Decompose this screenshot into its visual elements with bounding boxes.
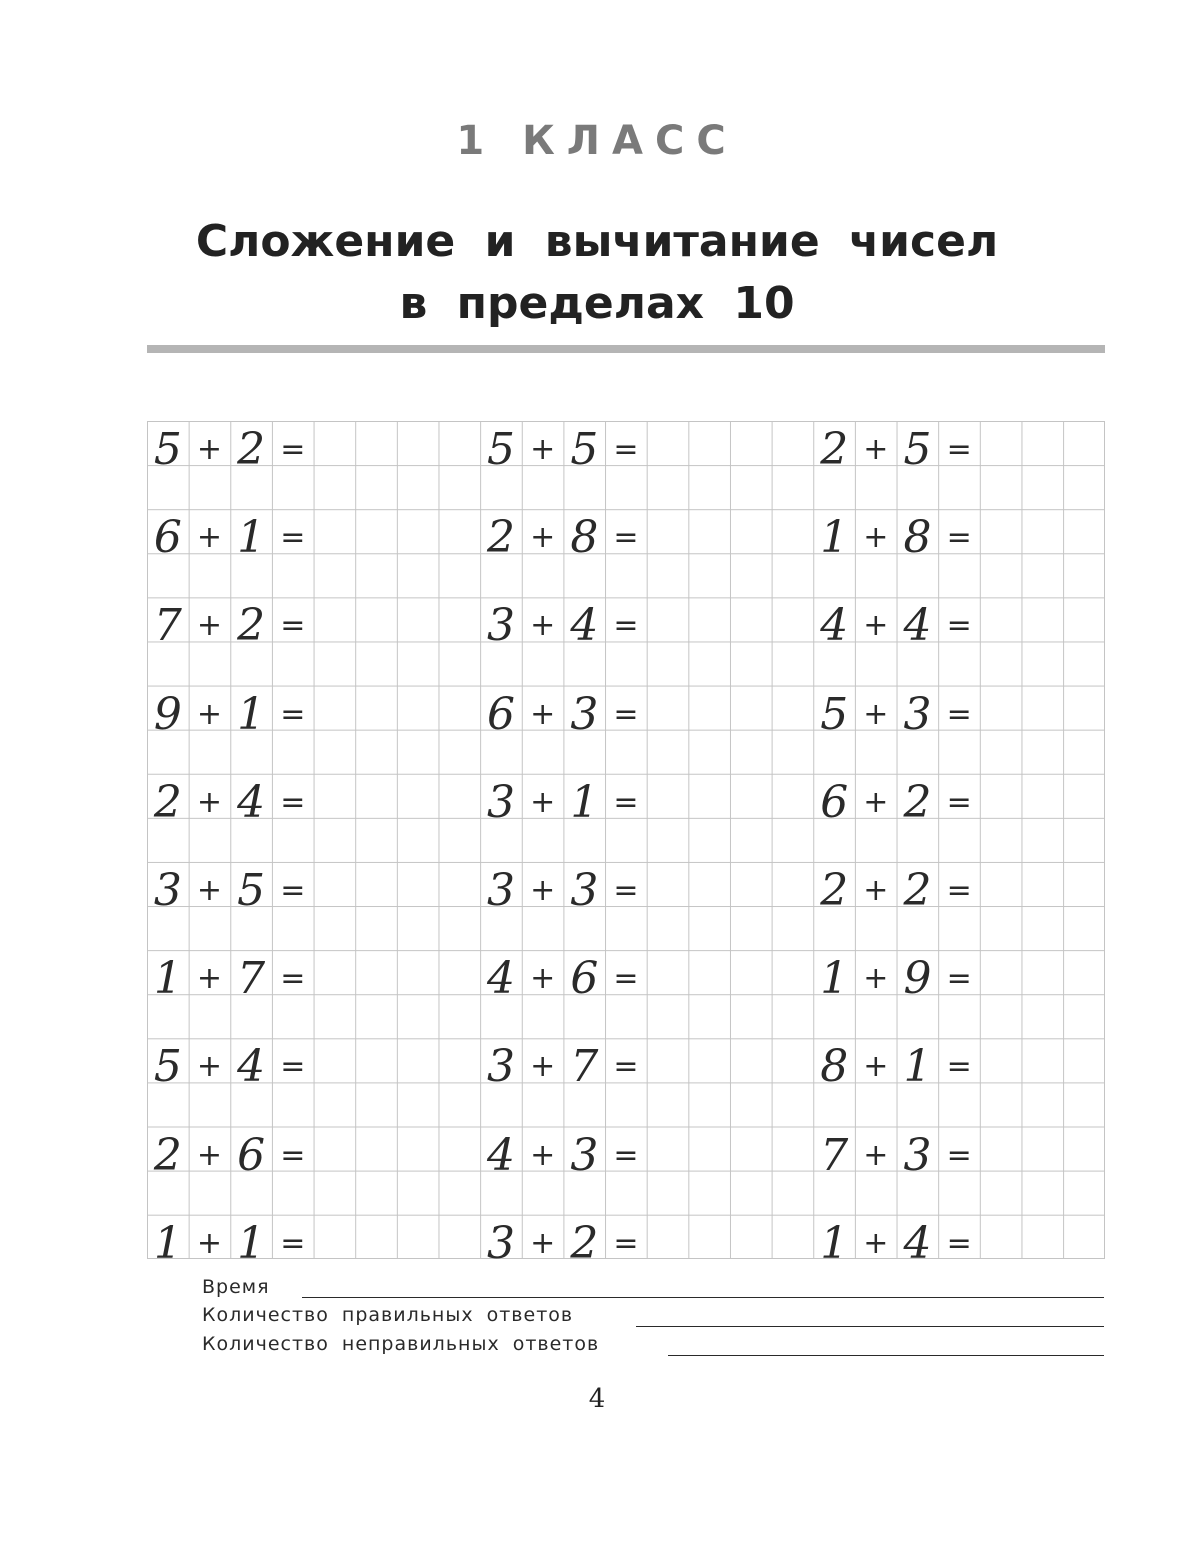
- equals-sign: =: [280, 784, 306, 820]
- worksheet-title-line-1: Сложение и вычитание чисел: [195, 216, 999, 267]
- plus-sign: +: [196, 1137, 223, 1173]
- incorrect-answers-line[interactable]: [668, 1355, 1104, 1356]
- answer-cell[interactable]: [314, 686, 356, 730]
- plus-sign: +: [863, 873, 889, 908]
- equals-sign: =: [613, 784, 639, 820]
- second-addend: 2: [237, 424, 266, 475]
- second-addend: 8: [903, 512, 932, 564]
- second-addend: 7: [237, 953, 266, 1005]
- first-addend: 6: [820, 776, 849, 828]
- first-addend: 2: [153, 1129, 182, 1181]
- first-addend: 4: [487, 953, 515, 1005]
- answer-cell[interactable]: [314, 1038, 356, 1082]
- first-addend: 1: [153, 953, 182, 1005]
- first-addend: 3: [487, 865, 515, 916]
- first-addend: 9: [153, 688, 182, 740]
- plus-sign: +: [196, 873, 223, 908]
- equals-sign: =: [946, 432, 972, 467]
- plus-sign: +: [530, 1049, 556, 1085]
- correct-answers-label: Количество правильных ответов: [202, 1304, 574, 1326]
- first-addend: 1: [820, 1217, 849, 1269]
- second-addend: 1: [570, 776, 599, 828]
- second-addend: 4: [570, 600, 599, 652]
- plus-sign: +: [530, 608, 556, 644]
- answer-cell[interactable]: [647, 509, 689, 553]
- equals-sign: =: [280, 961, 306, 997]
- time-answer-line[interactable]: [302, 1297, 1104, 1298]
- second-addend: 6: [237, 1129, 266, 1181]
- equals-sign: =: [280, 1225, 306, 1261]
- answer-cell[interactable]: [980, 1038, 1022, 1082]
- first-addend: 3: [487, 776, 515, 828]
- plus-sign: +: [863, 1049, 889, 1085]
- equals-sign: =: [280, 608, 306, 644]
- second-addend: 1: [237, 688, 266, 740]
- answer-cell[interactable]: [647, 862, 689, 906]
- answer-cell[interactable]: [314, 774, 356, 818]
- equals-sign: =: [613, 520, 639, 556]
- plus-sign: +: [530, 784, 556, 820]
- plus-sign: +: [863, 784, 889, 820]
- first-addend: 5: [487, 424, 515, 475]
- equals-sign: =: [613, 961, 639, 997]
- second-addend: 3: [903, 1129, 932, 1181]
- answer-cell[interactable]: [647, 421, 689, 465]
- plus-sign: +: [196, 1225, 223, 1261]
- plus-sign: +: [196, 961, 223, 997]
- plus-sign: +: [530, 520, 556, 556]
- second-addend: 4: [237, 776, 266, 828]
- second-addend: 6: [570, 953, 599, 1005]
- equals-sign: =: [613, 873, 639, 908]
- second-addend: 3: [903, 688, 932, 740]
- second-addend: 1: [237, 512, 266, 564]
- grade-heading: 1 КЛАСС: [456, 118, 738, 164]
- equals-sign: =: [280, 1137, 306, 1173]
- second-addend: 8: [570, 512, 599, 564]
- plus-sign: +: [196, 432, 223, 467]
- answer-cell[interactable]: [647, 950, 689, 994]
- first-addend: 6: [153, 512, 182, 564]
- equals-sign: =: [946, 873, 972, 908]
- second-addend: 2: [903, 865, 932, 916]
- answer-cell[interactable]: [314, 862, 356, 906]
- first-addend: 2: [487, 512, 515, 564]
- equals-sign: =: [613, 1137, 639, 1173]
- equals-sign: =: [946, 1049, 972, 1085]
- equals-sign: =: [613, 1049, 639, 1085]
- plus-sign: +: [530, 1225, 556, 1261]
- first-addend: 1: [820, 512, 849, 564]
- answer-cell[interactable]: [314, 950, 356, 994]
- plus-sign: +: [196, 1049, 223, 1085]
- answer-cell[interactable]: [980, 421, 1022, 465]
- header-divider: [147, 345, 1105, 353]
- incorrect-answers-label: Количество неправильных ответов: [202, 1333, 600, 1355]
- answer-cell[interactable]: [980, 1127, 1022, 1171]
- plus-sign: +: [863, 520, 889, 556]
- answer-cell[interactable]: [314, 1215, 356, 1259]
- plus-sign: +: [863, 696, 889, 732]
- equals-sign: =: [613, 432, 639, 467]
- plus-sign: +: [196, 608, 223, 644]
- second-addend: 1: [903, 1041, 932, 1093]
- page-number: 4: [588, 1384, 606, 1414]
- first-addend: 4: [487, 1129, 515, 1181]
- first-addend: 8: [820, 1041, 849, 1093]
- answer-cell[interactable]: [980, 597, 1022, 641]
- answer-cell[interactable]: [647, 1215, 689, 1259]
- plus-sign: +: [863, 432, 889, 467]
- answer-cell[interactable]: [647, 1127, 689, 1171]
- second-addend: 3: [570, 1129, 599, 1181]
- equals-sign: =: [946, 784, 972, 820]
- plus-sign: +: [530, 1137, 556, 1173]
- second-addend: 4: [903, 600, 932, 652]
- plus-sign: +: [863, 608, 889, 644]
- answer-cell[interactable]: [314, 421, 356, 465]
- first-addend: 7: [153, 600, 182, 652]
- equals-sign: =: [280, 696, 306, 732]
- second-addend: 1: [237, 1217, 266, 1269]
- plus-sign: +: [530, 696, 556, 732]
- second-addend: 5: [237, 865, 266, 916]
- second-addend: 3: [570, 865, 599, 916]
- first-addend: 5: [153, 424, 182, 475]
- first-addend: 3: [487, 600, 515, 652]
- plus-sign: +: [530, 432, 556, 467]
- first-addend: 3: [153, 865, 182, 916]
- answer-cell[interactable]: [314, 509, 356, 553]
- plus-sign: +: [196, 784, 223, 820]
- plus-sign: +: [196, 696, 223, 732]
- second-addend: 5: [570, 424, 599, 475]
- first-addend: 1: [820, 953, 849, 1005]
- equals-sign: =: [946, 608, 972, 644]
- second-addend: 5: [903, 424, 932, 475]
- problem-grid: [147, 421, 1105, 1269]
- correct-answers-line[interactable]: [636, 1326, 1104, 1327]
- answer-cell[interactable]: [980, 862, 1022, 906]
- equals-sign: =: [946, 1225, 972, 1261]
- plus-sign: +: [863, 1137, 889, 1173]
- answer-cell[interactable]: [980, 686, 1022, 730]
- first-addend: 5: [153, 1041, 182, 1093]
- second-addend: 4: [237, 1041, 266, 1093]
- answer-cell[interactable]: [314, 597, 356, 641]
- equals-sign: =: [946, 961, 972, 997]
- first-addend: 5: [820, 688, 849, 740]
- plus-sign: +: [196, 520, 223, 556]
- answer-cell[interactable]: [980, 774, 1022, 818]
- answer-cell[interactable]: [314, 1127, 356, 1171]
- first-addend: 3: [487, 1041, 515, 1093]
- second-addend: 3: [570, 688, 599, 740]
- equals-sign: =: [613, 1225, 639, 1261]
- first-addend: 4: [820, 600, 849, 652]
- equals-sign: =: [280, 520, 306, 556]
- second-addend: 2: [570, 1217, 599, 1269]
- answer-cell[interactable]: [980, 509, 1022, 553]
- second-addend: 2: [237, 600, 266, 652]
- equals-sign: =: [613, 696, 639, 732]
- equals-sign: =: [946, 1137, 972, 1173]
- equals-sign: =: [946, 520, 972, 556]
- plus-sign: +: [530, 961, 556, 997]
- equals-sign: =: [280, 432, 306, 467]
- answer-cell[interactable]: [647, 1038, 689, 1082]
- answer-cell[interactable]: [647, 686, 689, 730]
- equals-sign: =: [613, 608, 639, 644]
- worksheet-title-line-2: в пределах 10: [399, 278, 795, 329]
- answer-cell[interactable]: [647, 774, 689, 818]
- time-label: Время: [202, 1276, 270, 1298]
- first-addend: 6: [487, 688, 515, 740]
- answer-cell[interactable]: [647, 597, 689, 641]
- second-addend: 9: [903, 953, 932, 1005]
- plus-sign: +: [863, 961, 889, 997]
- equals-sign: =: [946, 696, 972, 732]
- plus-sign: +: [863, 1225, 889, 1261]
- equals-sign: =: [280, 873, 306, 908]
- first-addend: 2: [820, 865, 849, 916]
- first-addend: 7: [820, 1129, 849, 1181]
- second-addend: 7: [570, 1041, 599, 1093]
- first-addend: 1: [153, 1217, 182, 1269]
- equals-sign: =: [280, 1049, 306, 1085]
- first-addend: 2: [153, 776, 182, 828]
- second-addend: 2: [903, 776, 932, 828]
- first-addend: 3: [487, 1217, 515, 1269]
- first-addend: 2: [820, 424, 849, 475]
- answer-cell[interactable]: [980, 1215, 1022, 1259]
- second-addend: 4: [903, 1217, 932, 1269]
- answer-cell[interactable]: [980, 950, 1022, 994]
- plus-sign: +: [530, 873, 556, 908]
